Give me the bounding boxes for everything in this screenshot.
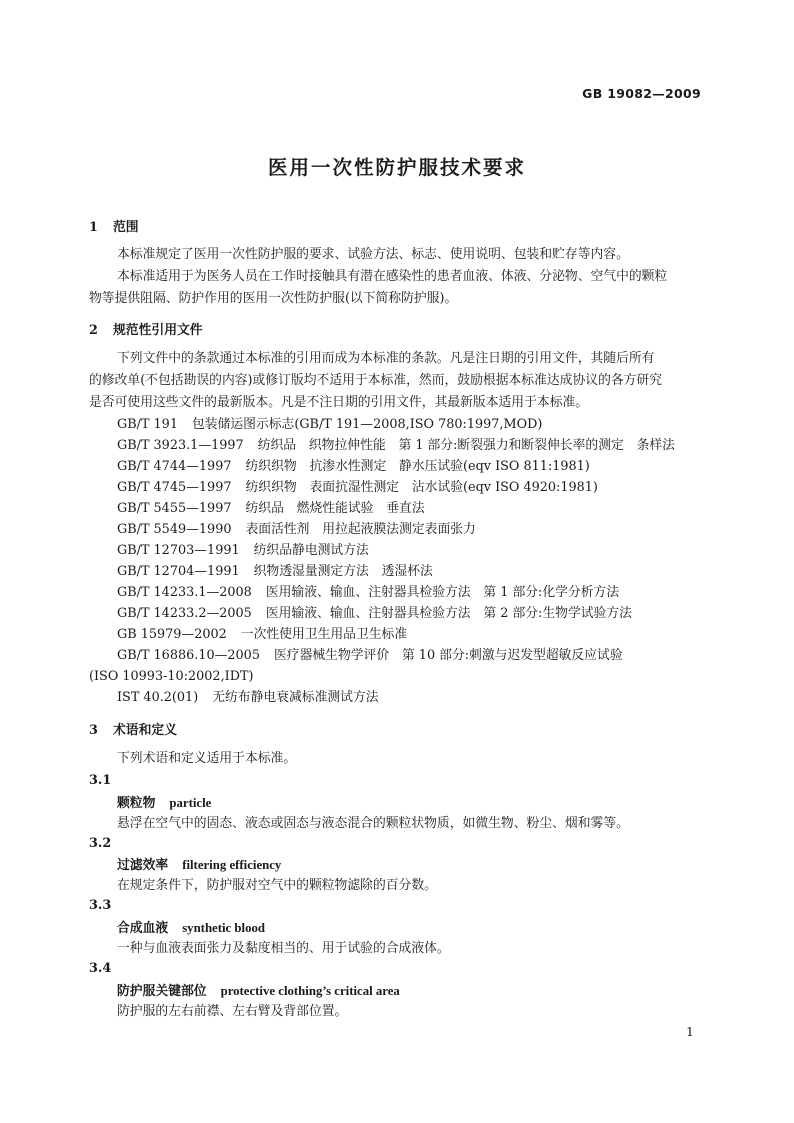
paragraph-continuation: 物等提供阻隔、防护作用的医用一次性防护服(以下简称防护服)。 bbox=[89, 291, 458, 306]
reference-title: 医用输液、输血、注射器具检验方法 第 2 部分:生物学试验方法 bbox=[265, 606, 632, 621]
paragraph: 下列术语和定义适用于本标准。 bbox=[117, 751, 297, 766]
term-entry bbox=[117, 857, 281, 874]
term-definition: 防护服的左右前襟、左右臂及背部位置。 bbox=[117, 1004, 348, 1019]
reference-title: 无纺布静电衰减标准测试方法 bbox=[212, 690, 379, 705]
section-2-heading bbox=[89, 323, 203, 339]
section-number: 3 bbox=[89, 723, 98, 738]
paragraph-continuation: 是否可使用这些文件的最新版本。凡是不注日期的引用文件，其最新版本适用于本标准。 bbox=[89, 395, 589, 410]
paragraph: 本标准适用于为医务人员在工作时接触具有潜在感染性的患者血液、体液、分泌物、空气中的颗粒 bbox=[117, 269, 668, 284]
term-entry bbox=[117, 920, 265, 937]
reference-code: GB 15979—2002 bbox=[117, 627, 227, 642]
term-number: 3.4 bbox=[89, 961, 112, 976]
reference-title: 纺织品静电测试方法 bbox=[253, 543, 369, 558]
reference-title: 医用输液、输血、注射器具检验方法 第 1 部分:化学分析方法 bbox=[265, 585, 620, 600]
reference-code: GB/T 14233.2—2005 bbox=[117, 606, 252, 621]
reference-code: GB/T 5549—1990 bbox=[117, 522, 232, 537]
reference-item bbox=[117, 690, 379, 706]
reference-code: GB/T 4745—1997 bbox=[117, 480, 232, 495]
reference-code: GB/T 191 bbox=[117, 417, 178, 432]
reference-title: 表面活性剂 用拉起液膜法测定表面张力 bbox=[245, 522, 476, 537]
term-zh: 防护服关键部位 bbox=[117, 984, 207, 999]
term-number: 3.1 bbox=[89, 773, 112, 788]
reference-code: GB/T 14233.1—2008 bbox=[117, 585, 252, 600]
reference-item bbox=[117, 459, 590, 475]
reference-item bbox=[117, 543, 369, 559]
reference-title: 包装储运图示标志(GB/T 191—2008,ISO 780:1997,MOD) bbox=[191, 417, 543, 432]
paragraph: 本标准规定了医用一次性防护服的要求、试验方法、标志、使用说明、包装和贮存等内容。 bbox=[117, 247, 629, 262]
reference-code: GB/T 3923.1—1997 bbox=[117, 438, 244, 453]
reference-code: (ISO 10993-10:2002,IDT) bbox=[89, 669, 254, 684]
term-entry bbox=[117, 983, 400, 1000]
term-en: protective clothing’s critical area bbox=[220, 984, 400, 998]
term-en: particle bbox=[169, 796, 212, 810]
reference-code: GB/T 4744—1997 bbox=[117, 459, 232, 474]
reference-item bbox=[117, 564, 433, 580]
reference-title: 一次性使用卫生用品卫生标准 bbox=[240, 627, 408, 642]
reference-item bbox=[117, 522, 476, 538]
reference-item-continuation bbox=[89, 669, 253, 685]
reference-code: IST 40.2(01) bbox=[117, 690, 199, 705]
section-number: 1 bbox=[89, 220, 98, 235]
page-number: 1 bbox=[686, 1024, 694, 1039]
reference-code: GB/T 5455—1997 bbox=[117, 501, 232, 516]
section-title: 术语和定义 bbox=[113, 723, 177, 738]
reference-item bbox=[117, 417, 542, 433]
section-1-heading bbox=[89, 220, 139, 236]
section-3-heading bbox=[89, 723, 177, 739]
reference-title: 纺织织物 抗渗水性测定 静水压试验(eqv ISO 811:1981) bbox=[245, 459, 590, 474]
reference-item bbox=[117, 585, 619, 601]
term-definition: 在规定条件下，防护服对空气中的颗粒物滤除的百分数。 bbox=[117, 878, 437, 893]
reference-item bbox=[117, 648, 623, 664]
section-title: 范围 bbox=[113, 220, 139, 235]
term-number: 3.2 bbox=[89, 836, 112, 851]
term-entry bbox=[117, 795, 211, 812]
term-zh: 过滤效率 bbox=[117, 858, 169, 873]
reference-code: GB/T 12703—1991 bbox=[117, 543, 240, 558]
reference-item bbox=[117, 627, 407, 643]
reference-item bbox=[117, 606, 632, 622]
reference-item bbox=[117, 480, 598, 496]
term-definition: 一种与血液表面张力及黏度相当的、用于试验的合成液体。 bbox=[117, 941, 450, 956]
term-zh: 合成血液 bbox=[117, 921, 169, 936]
paragraph-continuation: 的修改单(不包括勘误的内容)或修订版均不适用于本标准，然而，鼓励根据本标准达成协议的各方研究 bbox=[89, 373, 663, 388]
term-en: synthetic blood bbox=[182, 921, 266, 935]
reference-title: 纺织品 燃烧性能试验 垂直法 bbox=[245, 501, 425, 516]
paragraph: 下列文件中的条款通过本标准的引用而成为本标准的条款。凡是注日期的引用文件，其随后所有 bbox=[117, 351, 655, 366]
reference-title: 织物透湿量测定方法 透湿杯法 bbox=[253, 564, 433, 579]
term-definition: 悬浮在空气中的固态、液态或固态与液态混合的颗粒状物质，如微生物、粉尘、烟和雾等。 bbox=[117, 816, 629, 831]
reference-title: 医疗器械生物学评价 第 10 部分:刺激与迟发型超敏反应试验 bbox=[273, 648, 623, 663]
reference-title: 纺织织物 表面抗湿性测定 沾水试验(eqv ISO 4920:1981) bbox=[245, 480, 598, 495]
standard-code: GB 19082—2009 bbox=[582, 86, 701, 101]
term-number: 3.3 bbox=[89, 898, 112, 913]
reference-item bbox=[117, 501, 425, 517]
section-number: 2 bbox=[89, 323, 98, 338]
term-en: filtering efficiency bbox=[182, 858, 282, 872]
reference-code: GB/T 12704—1991 bbox=[117, 564, 240, 579]
reference-item bbox=[117, 438, 675, 454]
document-title: 医用一次性防护服技术要求 bbox=[267, 156, 526, 179]
reference-code: GB/T 16886.10—2005 bbox=[117, 648, 260, 663]
term-zh: 颗粒物 bbox=[117, 796, 156, 811]
section-title: 规范性引用文件 bbox=[113, 323, 203, 338]
reference-title: 纺织品 织物拉伸性能 第 1 部分:断裂强力和断裂伸长率的测定 条样法 bbox=[257, 438, 675, 453]
